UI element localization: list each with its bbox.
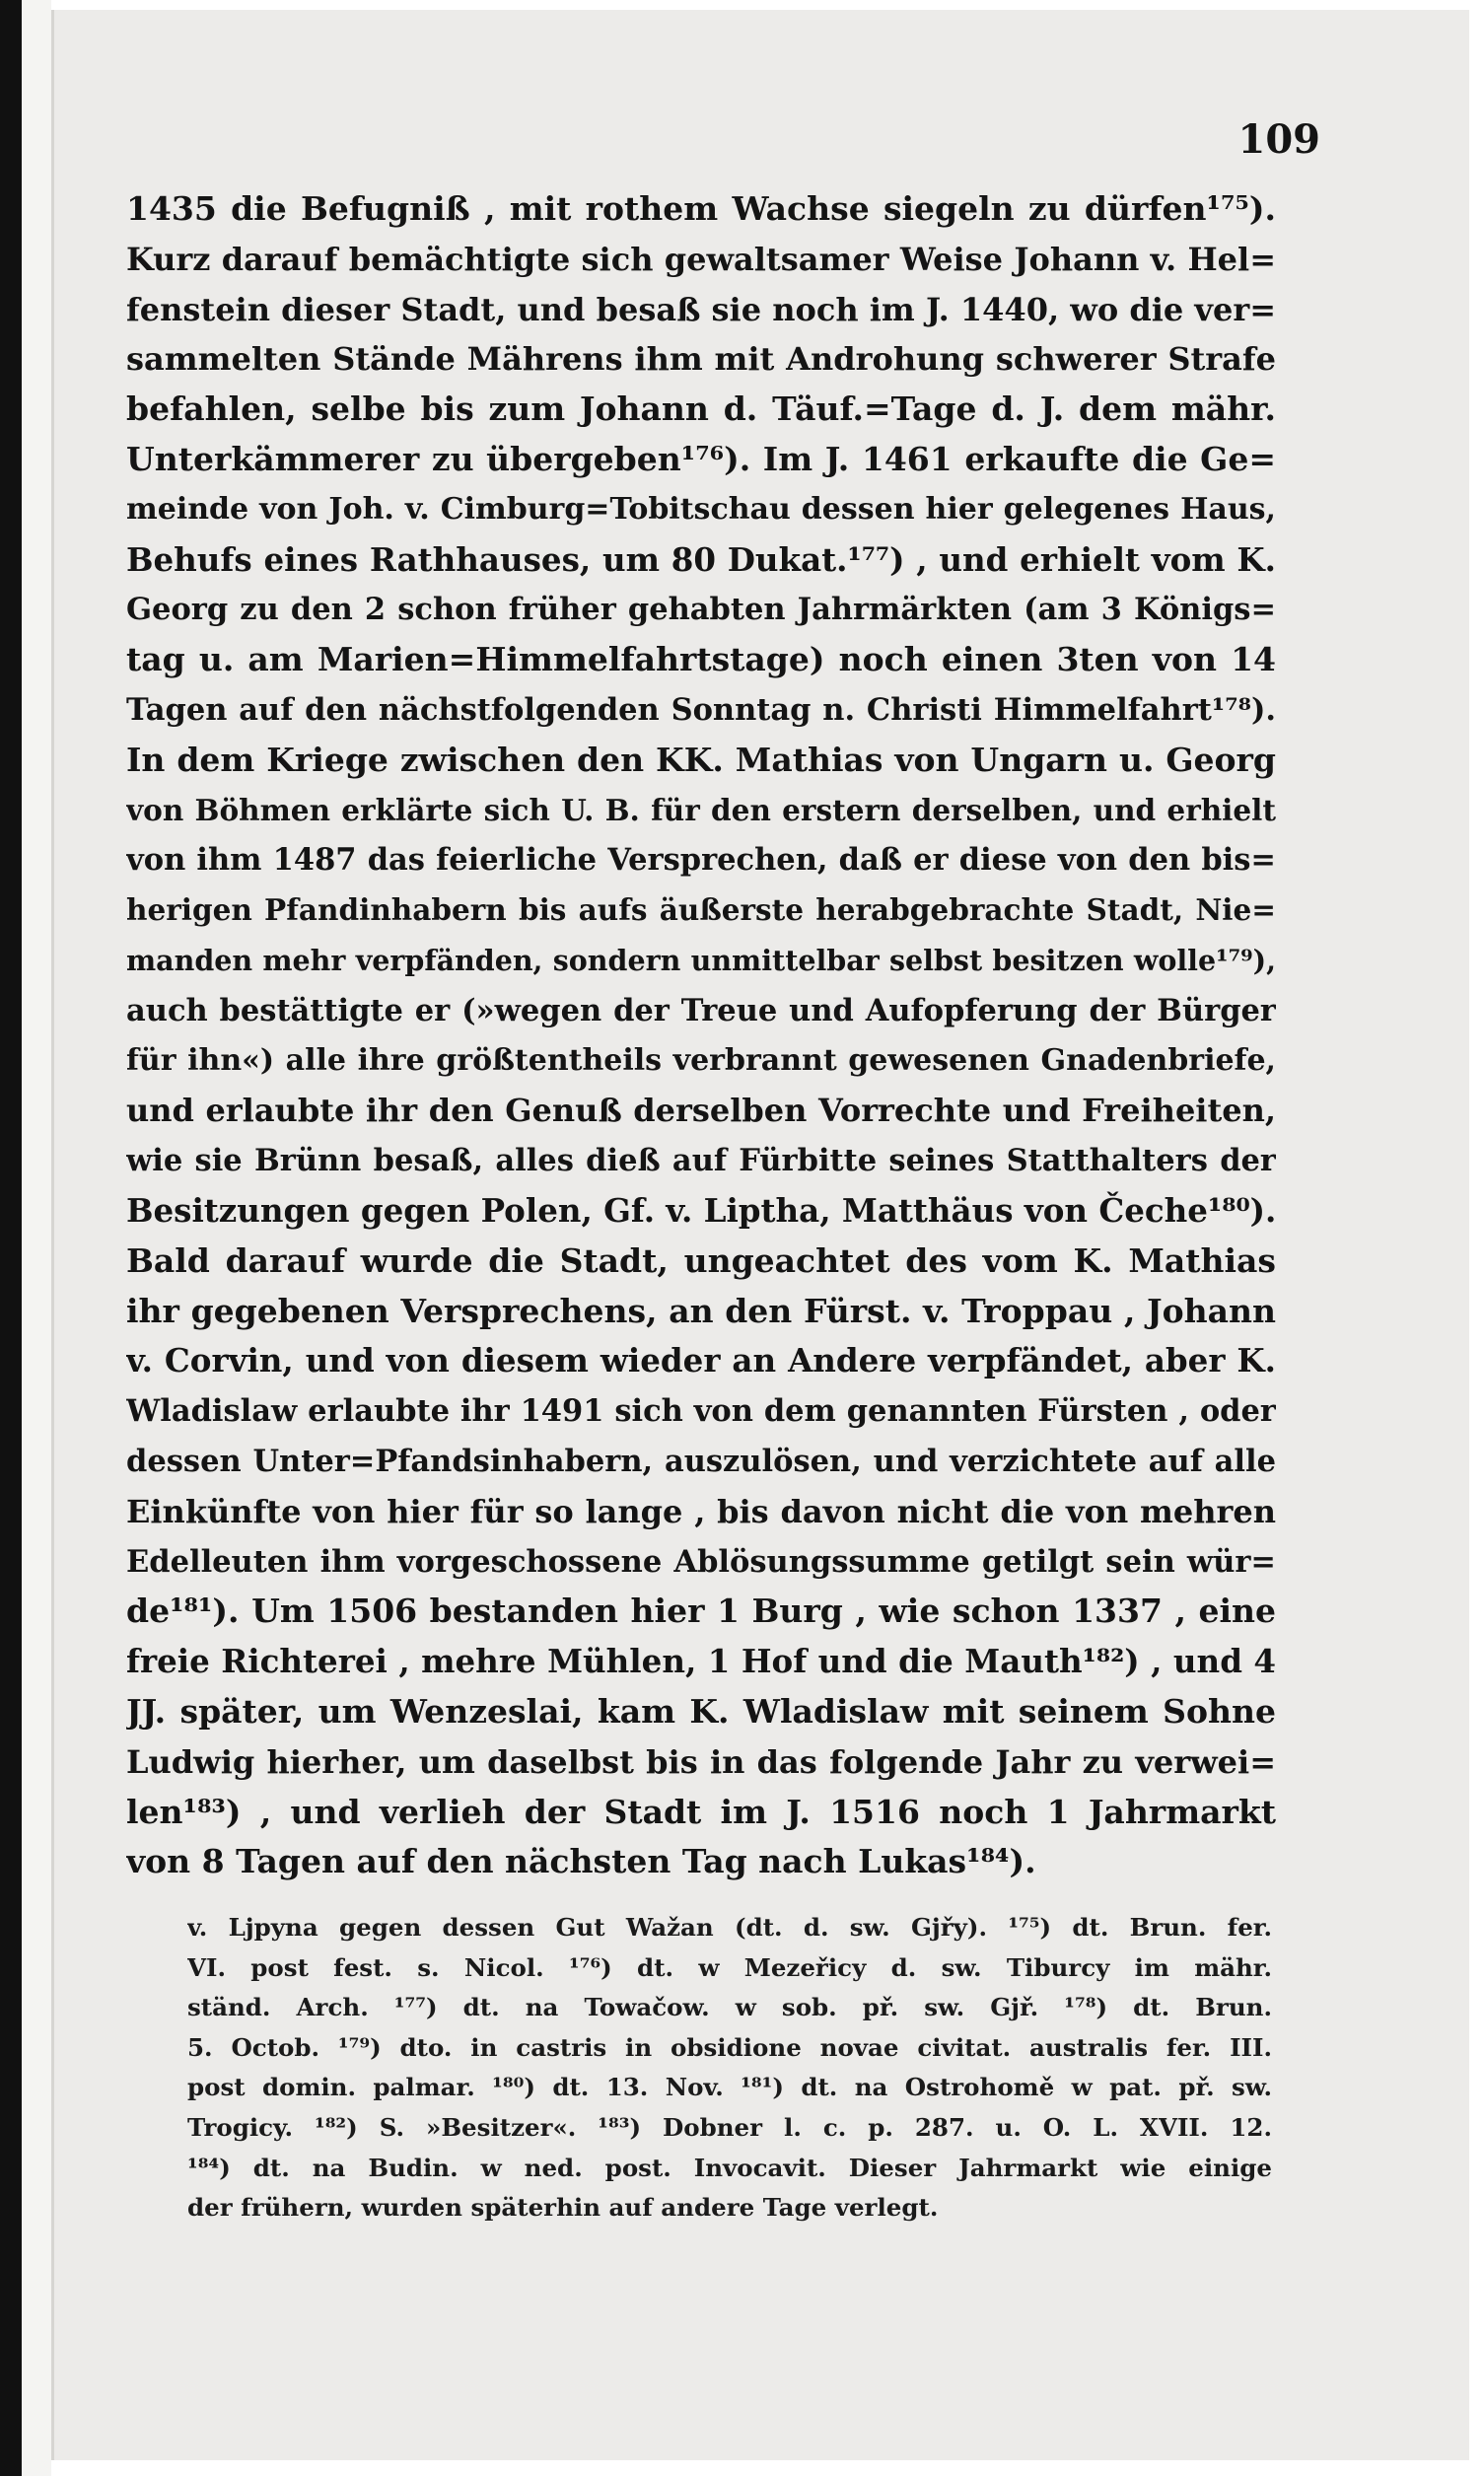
page-number: 109 [1237,116,1320,163]
footnote-line: 5. Octob. ¹⁷⁹) dto. in castris in obsidione novae civitat. australis fer. III. [187,2032,1272,2062]
text-line: Georg zu den 2 schon früher gehabten Jahrmärkten (am 3 Königs= [126,592,1276,628]
scan-edge-top [51,0,1484,10]
text-line: de¹⁸¹). Um 1506 bestanden hier 1 Burg , wie schon 1337 , eine [126,1592,1276,1631]
text-line: Besitzungen gegen Polen, Gf. v. Liptha, Matthäus von Čeche¹⁸⁰). [126,1190,1276,1230]
text-line: Wladislaw erlaubte ihr 1491 sich von dem genannten Fürsten , oder [126,1393,1276,1430]
text-line: sammelten Stände Mährens ihm mit Androhung schwerer Strafe [126,340,1276,379]
scan-edge-dark [0,0,22,2476]
footnote-line: v. Ljpyna gegen dessen Gut Wažan (dt. d. sw. Gjřy). ¹⁷⁵) dt. Brun. fer. [187,1913,1272,1942]
text-line: von ihm 1487 das feierliche Versprechen, daß er diese von den bis= [126,842,1276,879]
text-line: Ludwig hierher, um daselbst bis in das folgende Jahr zu verwei= [126,1742,1276,1781]
text-line: Tagen auf den nächstfolgenden Sonntag n. Christi Himmelfahrt¹⁷⁸). [126,691,1276,728]
text-line: herigen Pfandinhabern bis aufs äußerste herabgebrachte Stadt, Nie= [126,892,1276,928]
text-line: auch bestättigte er (»wegen der Treue und Aufopferung der Bürger [126,992,1276,1028]
text-line: manden mehr verpfänden, sondern unmittelbar selbst besitzen wolle¹⁷⁹), [126,943,1276,977]
footnote-line: der frühern, wurden späterhin auf andere Tage verlegt. [187,2193,939,2223]
text-line: In dem Kriege zwischen den KK. Mathias von Ungarn u. Georg [126,740,1276,779]
text-line: meinde von Joh. v. Cimburg=Tobitschau dessen hier gelegenes Haus, [126,491,1276,527]
text-line: Unterkämmerer zu übergeben¹⁷⁶). Im J. 1461 erkaufte die Ge= [126,439,1276,478]
footnote-line: ständ. Arch. ¹⁷⁷) dt. na Towačow. w sob. př. sw. Gjř. ¹⁷⁸) dt. Brun. [187,1993,1272,2022]
text-line: v. Corvin, und von diesem wieder an Andere verpfändet, aber K. [126,1341,1276,1380]
text-line: ihr gegebenen Versprechens, an den Fürst. v. Troppau , Johann [126,1291,1276,1330]
main-text [126,184,1276,1887]
text-line: von Böhmen erklärte sich U. B. für den erstern derselben, und erhielt [126,792,1276,827]
text-line: JJ. später, um Wenzeslai, kam K. Wladislaw mit seinem Sohne [126,1691,1276,1731]
footnote-line: Trogicy. ¹⁸²) S. »Besitzer«. ¹⁸³) Dobner l. c. p. 287. u. O. L. XVII. 12. [187,2112,1272,2142]
text-line: Bald darauf wurde die Stadt, ungeachtet des vom K. Mathias [126,1240,1276,1280]
text-line: tag u. am Marien=Himmelfahrtstage) noch einen 3ten von 14 [126,640,1276,679]
footnote-line: VI. post fest. s. Nicol. ¹⁷⁶) dt. w Mezeřicy d. sw. Tiburcy im mähr. [187,1952,1272,1982]
text-line: für ihn«) alle ihre größtentheils verbrannt gewesenen Gnadenbriefe, [126,1042,1276,1078]
text-line: freie Richterei , mehre Mühlen, 1 Hof und die Mauth¹⁸²) , und 4 [126,1642,1276,1681]
text-line: wie sie Brünn besaß, alles dieß auf Fürbitte seines Statthalters der [126,1143,1276,1179]
text-line: 1435 die Befugniß , mit rothem Wachse siegeln zu dürfen¹⁷⁵). [126,189,1276,228]
footnotes [187,1908,1272,2228]
footnote-line: post domin. palmar. ¹⁸⁰) dt. 13. Nov. ¹⁸¹) dt. na Ostrohomě w pat. př. sw. [187,2073,1272,2102]
scan-edge-light [22,0,51,2476]
text-line: dessen Unter=Pfandsinhabern, auszulösen, und verzichtete auf alle [126,1443,1276,1479]
text-line: Kurz darauf bemächtigte sich gewaltsamer Weise Johann v. Hel= [126,240,1276,278]
text-line: Behufs eines Rathhauses, um 80 Dukat.¹⁷⁷) , und erhielt vom K. [126,539,1276,579]
text-line: len¹⁸³) , und verlieh der Stadt im J. 1516 noch 1 Jahrmarkt [126,1792,1276,1831]
text-line: befahlen, selbe bis zum Johann d. Täuf.=Tage d. J. dem mähr. [126,389,1276,429]
text-line: fenstein dieser Stadt, und besaß sie noch im J. 1440, wo die ver= [126,290,1276,328]
footnote-line: ¹⁸⁴) dt. na Budin. w ned. post. Invocavit. Dieser Jahrmarkt wie einige [187,2153,1272,2182]
text-line: Einkünfte von hier für so lange , bis davon nicht die von mehren [126,1492,1276,1530]
text-line: Edelleuten ihm vorgeschossene Ablösungssumme getilgt sein wür= [126,1543,1276,1580]
text-line: und erlaubte ihr den Genuß derselben Vorrechte und Freiheiten, [126,1092,1276,1130]
text-line: von 8 Tagen auf den nächsten Tag nach Lukas¹⁸⁴). [126,1842,1036,1881]
